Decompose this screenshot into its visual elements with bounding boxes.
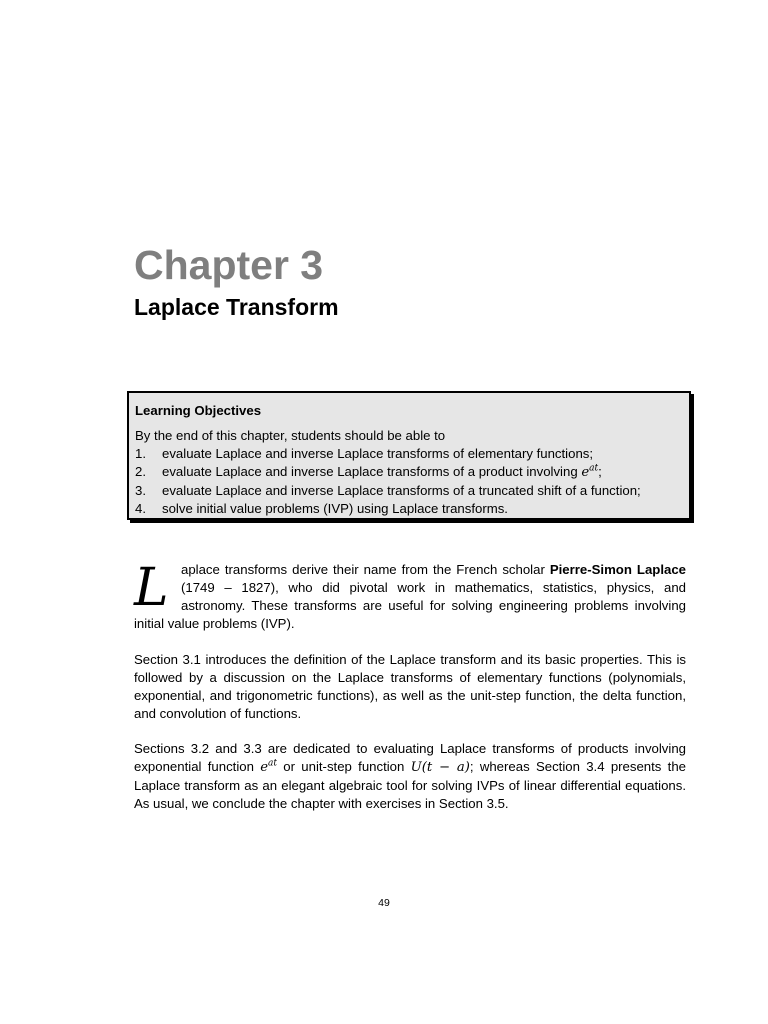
objective-item xyxy=(135,482,689,500)
paragraph-text: aplace transforms derive their name from the French scholar xyxy=(181,562,550,577)
objectives-list xyxy=(135,445,689,518)
objective-number: 2. xyxy=(135,464,146,479)
objective-text-suffix: ; xyxy=(598,464,602,479)
objective-text xyxy=(162,463,602,482)
objective-text: evaluate Laplace and inverse Laplace transforms of elementary functions; xyxy=(162,446,594,461)
objective-text-main: evaluate Laplace and inverse Laplace transforms of a product involving xyxy=(162,464,582,479)
objective-text: evaluate Laplace and inverse Laplace transforms of a truncated shift of a function; xyxy=(162,483,641,498)
intro-paragraph xyxy=(134,558,687,633)
chapter-number: Chapter 3 xyxy=(134,242,324,288)
math-base: e xyxy=(581,465,590,480)
paragraph-text: Sections 3.2 and 3.3 are dedicated to evaluating Laplace transforms of products involving exponential function xyxy=(134,741,686,774)
objectives-heading: Learning Objectives xyxy=(135,403,262,418)
math-exponential xyxy=(260,760,277,775)
drop-cap: L xyxy=(134,558,169,618)
math-exponential xyxy=(581,465,598,480)
math-exponent: at xyxy=(589,463,599,474)
math-unit-step: U(t − a) xyxy=(410,760,470,775)
section-overview-paragraph: Section 3.1 introduces the definition of the Laplace transform and its basic properties. This is followed by a discussion on the Laplace transforms of elementary functions (polynomials, exponential, and trigonometric functions), as well as the unit-step function, the delta function, and convolution of functions. xyxy=(134,652,686,721)
objectives-intro: By the end of this chapter, students should be able to xyxy=(135,428,446,443)
page-number: 49 xyxy=(378,897,390,909)
math-exponent: at xyxy=(268,758,278,769)
objective-item xyxy=(135,500,689,518)
paragraph-text: or unit-step function xyxy=(277,759,411,774)
objective-item xyxy=(135,463,689,482)
sections-summary-paragraph xyxy=(134,740,686,813)
paragraph-text: ; whereas Section 3.4 presents the Laplace transform as an elegant algebraic tool for solving IVPs of linear differential equations. As usual, we conclude the chapter with exercises in Section 3.5. xyxy=(134,759,687,811)
learning-objectives-box xyxy=(127,391,691,520)
math-base: e xyxy=(260,760,269,775)
objective-number: 1. xyxy=(135,446,146,461)
objective-item xyxy=(135,445,689,463)
objective-text: solve initial value problems (IVP) using Laplace transforms. xyxy=(162,501,508,516)
scholar-name: Pierre-Simon Laplace xyxy=(549,562,687,577)
chapter-title: Laplace Transform xyxy=(134,294,339,320)
objective-number: 3. xyxy=(135,483,146,498)
objective-number: 4. xyxy=(135,501,146,516)
paragraph-text: (1749 – 1827), who did pivotal work in mathematics, statistics, physics, and astronomy. These transforms are useful for solving engineering problems involving initial value problems (IVP). xyxy=(134,580,686,631)
